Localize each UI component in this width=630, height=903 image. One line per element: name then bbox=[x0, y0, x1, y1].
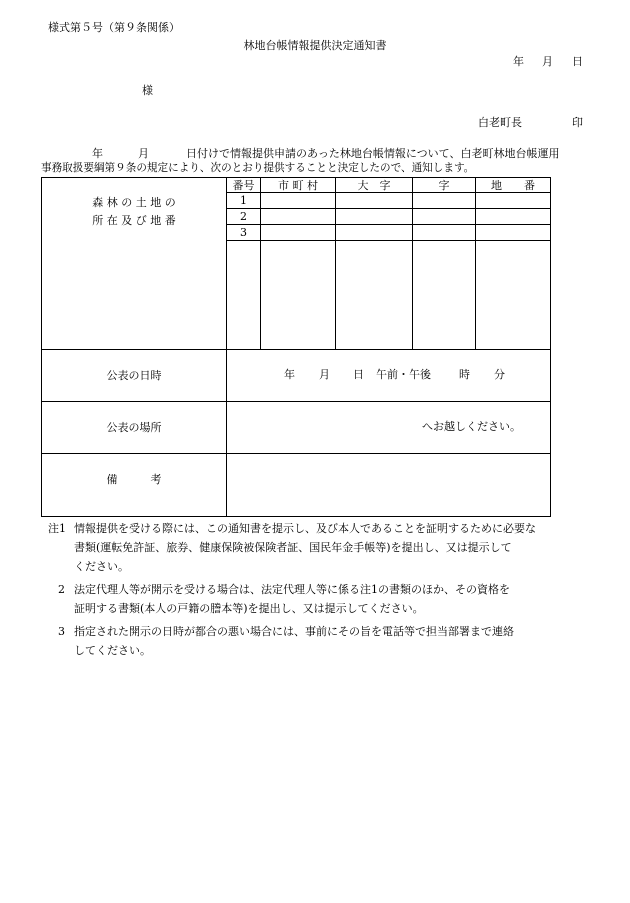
note-1-line-1: 情報提供を受ける際には、この通知書を提示し、及び本人であることを証明するために必要な bbox=[74, 522, 536, 535]
date-year: 年 bbox=[513, 55, 524, 68]
row-1-oaza bbox=[336, 193, 413, 209]
row-number-2: 2 bbox=[227, 209, 261, 225]
header-municipality: 市 町 村 bbox=[261, 178, 336, 193]
date-value-year: 年 bbox=[284, 367, 295, 381]
place-value-text: へお越しください。 bbox=[422, 419, 521, 433]
note-1 bbox=[48, 519, 588, 576]
row-number-3: 3 bbox=[227, 225, 261, 241]
body-month: 月 bbox=[138, 147, 149, 160]
disclosure-place-label: 公表の場所 bbox=[42, 402, 227, 454]
date-value-month: 月 bbox=[319, 367, 330, 381]
sender-name: 白老町長 bbox=[478, 116, 522, 129]
row-1-aza bbox=[413, 193, 476, 209]
row-2-aza bbox=[413, 209, 476, 225]
note-2 bbox=[48, 580, 588, 618]
date-value-ampm: 午前・午後 bbox=[376, 367, 431, 381]
addressee-suffix: 様 bbox=[142, 84, 153, 97]
note-2-line-2: 証明する書類(本人の戸籍の謄本等)を提出し、又は提示してください。 bbox=[74, 602, 424, 615]
blank-municipality bbox=[261, 241, 336, 350]
note-3-line-2: してください。 bbox=[74, 644, 151, 657]
note-1-number: 注1 bbox=[48, 522, 66, 535]
disclosure-date-label: 公表の日時 bbox=[42, 350, 227, 402]
row-2-lot bbox=[476, 209, 551, 225]
row-3-oaza bbox=[336, 225, 413, 241]
notes-section bbox=[48, 519, 588, 664]
note-3 bbox=[48, 622, 588, 660]
document-title: 林地台帳情報提供決定通知書 bbox=[243, 39, 387, 52]
location-label-line-1: 森 林 の 土 地 の bbox=[92, 196, 176, 209]
body-line-2: 事務取扱要綱第９条の規定により、次のとおり提供することと決定したので、通知します。 bbox=[41, 162, 475, 174]
header-aza: 字 bbox=[413, 178, 476, 193]
body-line-1: 日付けで情報提供申請のあった林地台帳情報について、白老町林地台帳運用 bbox=[186, 147, 560, 160]
sender-seal: 印 bbox=[572, 116, 583, 129]
date-value-minute: 分 bbox=[494, 367, 505, 381]
remarks-value bbox=[227, 454, 551, 517]
row-number-1: 1 bbox=[227, 193, 261, 209]
row-3-aza bbox=[413, 225, 476, 241]
date-day: 日 bbox=[572, 55, 583, 68]
note-2-line-1: 法定代理人等が開示を受ける場合は、法定代理人等に係る注1の書類のほか、その資格を bbox=[74, 583, 510, 596]
info-table bbox=[41, 177, 551, 517]
row-3-municipality bbox=[261, 225, 336, 241]
row-2-oaza bbox=[336, 209, 413, 225]
header-lot-number: 地 番 bbox=[476, 178, 551, 193]
note-3-line-1: 指定された開示の日時が都合の悪い場合には、事前にその旨を電話等で担当部署まで連絡 bbox=[74, 625, 514, 638]
note-1-line-2: 書類(運転免許証、旅券、健康保険被保険者証、国民年金手帳等)を提出し、又は提示して bbox=[74, 541, 512, 554]
body-year: 年 bbox=[92, 147, 103, 160]
remarks-label-cell bbox=[42, 454, 227, 517]
date-value-day: 日 bbox=[353, 367, 364, 381]
row-2-municipality bbox=[261, 209, 336, 225]
row-1-lot bbox=[476, 193, 551, 209]
location-label-cell bbox=[42, 178, 227, 350]
date-month: 月 bbox=[542, 55, 553, 68]
note-1-line-3: ください。 bbox=[74, 560, 129, 573]
note-2-number: 2 bbox=[58, 583, 65, 596]
header-oaza: 大 字 bbox=[336, 178, 413, 193]
row-1-municipality bbox=[261, 193, 336, 209]
location-label-line-2: 所 在 及 び 地 番 bbox=[92, 214, 176, 227]
disclosure-date-value bbox=[227, 350, 551, 402]
disclosure-place-value bbox=[227, 402, 551, 454]
date-value-hour: 時 bbox=[459, 367, 470, 381]
blank-number bbox=[227, 241, 261, 350]
row-3-lot bbox=[476, 225, 551, 241]
note-3-number: 3 bbox=[58, 625, 65, 638]
header-number: 番号 bbox=[227, 178, 261, 193]
form-number: 様式第５号（第９条関係） bbox=[48, 21, 180, 34]
blank-oaza bbox=[336, 241, 413, 350]
blank-aza bbox=[413, 241, 476, 350]
remarks-label: 備 考 bbox=[106, 473, 162, 486]
blank-lot bbox=[476, 241, 551, 350]
